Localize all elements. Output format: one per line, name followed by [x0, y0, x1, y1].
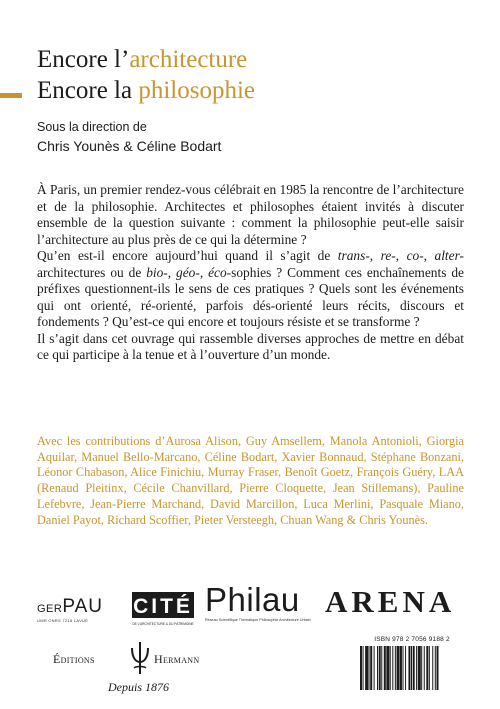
ger-logo-subtitle: UMR CNRS 7218 LAVUE: [37, 618, 89, 623]
ger-pau-logo: [37, 596, 103, 623]
barcode-bar: [397, 646, 400, 690]
barcode-bar: [365, 646, 368, 690]
publisher-name-right: Hermann: [154, 652, 200, 666]
barcode-bar: [400, 646, 402, 690]
editor-names: Chris Younès & Céline Bodart: [37, 138, 222, 154]
barcode-bar: [413, 646, 415, 690]
prefix-alter: alter-: [434, 248, 464, 263]
philau-logo: [205, 582, 311, 622]
philau-logo-subtitle: Réseau Scientifique Thématique Philosophie Architecture Urbain: [205, 618, 311, 622]
barcode-bar: [369, 646, 370, 690]
title-line-2-prefix: Encore la: [37, 77, 139, 104]
barcode-bar: [377, 646, 378, 690]
barcode-bar: [363, 646, 364, 690]
philau-logo-text: Philau: [205, 581, 300, 618]
barcode-bar: [408, 646, 410, 690]
isbn-text: ISBN 978 2 7056 9188 2: [374, 636, 450, 643]
blurb-text-span: ,: [423, 248, 435, 263]
hermann-emblem-icon: [128, 642, 152, 674]
barcode-bar: [384, 646, 386, 690]
blurb-text-span: ,: [369, 248, 381, 263]
barcode-bar: [418, 646, 421, 690]
contributors-list: Avec les contributions d’Aurosa Alison, Guy Amsellem, Manola Antonioli, Giorgia Aquilar, Manuel Bello-Marcano, Céline Bodart, Xavier Bonnaud, Stéphane Bonzani, Léonor Chabason, Alice Finichiu, Murray Fraser, Benoît Goetz, François Guéry, LAA (Renaud Pleitinx, Cécile Chanvillard, Pierre Cloquette, Jean Stillemans), Pauline Lefebvre, Jean-Pierre Marchand, David Marcillon, Luca Merlini, Pasquale Miano, Daniel Payot, Richard Scoffier, Pieter Versteegh, Chuan Wang & Chris Younès.: [37, 434, 464, 527]
cite-logo-subtitle: DE L’ARCHITECTURE & DU PATRIMOINE: [132, 622, 194, 626]
barcode-bar: [405, 646, 406, 690]
cite-logo-graphic: [132, 590, 194, 630]
barcode-bar: [435, 646, 436, 690]
prefix-geo: géo-: [176, 264, 200, 280]
barcode-bar: [374, 646, 375, 690]
barcode-bar: [421, 646, 422, 690]
barcode-bar: [403, 646, 404, 690]
partner-logos: [37, 582, 467, 632]
blurb-paragraph-1: À Paris, un premier rendez-vous célébrait en 1985 la rencontre de l’architecture et de la philosophie. Architectes et philosophes étaient invités à discuter ensemble de la question suivante : comment la philosophie peut-elle saisir l’architecture au plus près de ce qui la détermine ?: [37, 182, 464, 247]
barcode-icon: [358, 646, 466, 692]
title-line-1: [37, 44, 255, 75]
blurb-text-span: ,: [199, 264, 209, 280]
arena-logo: [325, 586, 455, 618]
book-title: [37, 44, 255, 106]
blurb-paragraph-3: Il s’agit dans cet ouvrage qui rassemble diverses approches de mettre en débat ce qui participe à la tenue et à l’ouverture d’un monde.: [37, 330, 464, 362]
direction-label: Sous la direction de: [37, 120, 147, 134]
prefix-bio: bio-: [146, 264, 168, 280]
barcode-bar: [392, 646, 393, 690]
arena-logo-text: ARENA: [325, 584, 456, 619]
barcode-bar: [429, 646, 430, 690]
prefix-eco: éco-: [208, 264, 232, 280]
publisher-logo: [40, 638, 210, 698]
barcode-bar: [424, 646, 425, 690]
barcode-bar: [426, 646, 428, 690]
blurb-text-span: ,: [395, 248, 407, 263]
blurb-text-span: ,: [167, 264, 177, 280]
barcode-bar: [379, 646, 381, 690]
publisher-name-left: Éditions: [53, 652, 95, 666]
barcode-bar: [432, 646, 433, 690]
barcode-bar: [386, 646, 389, 690]
blurb-text: [37, 182, 464, 364]
title-line-2-highlight: philosophie: [138, 77, 256, 104]
barcode-bar: [416, 646, 417, 690]
prefix-trans: trans-: [337, 248, 370, 263]
accent-bar: [0, 93, 22, 98]
barcode-bar: [411, 646, 412, 690]
barcode-bar: [381, 646, 382, 690]
barcode-bar: [390, 646, 391, 690]
blurb-paragraph-2: [37, 248, 464, 331]
blurb-text-span: sophies ? Comment ces enchaînements de préfixes questionnent-ils le sens de ces pratiques ? Quels sont les événements qui ont orienté, ré-orienté, parfois dés-orienté leurs récits, discours et fondements ? Qu’est-ce qui encore et toujours résiste et se transforme ?: [37, 264, 464, 329]
editors-block: [37, 118, 221, 156]
title-line-1-prefix: Encore l’: [37, 46, 130, 73]
pau-logo-text: PAU: [62, 596, 104, 617]
publisher-since: Depuis 1876: [108, 680, 169, 694]
prefix-re: re-: [380, 248, 396, 263]
barcode-bar: [395, 646, 396, 690]
title-line-1-highlight: architecture: [129, 46, 248, 73]
barcode-bar: [370, 646, 372, 690]
barcode-bar: [360, 646, 362, 690]
blurb-text-span: architectures ou de: [37, 264, 147, 280]
blurb-text-span: Qu’en est-il encore aujourd’hui quand il s’agit de: [37, 248, 338, 263]
prefix-co: co-: [406, 248, 424, 263]
ger-logo-text: GER: [37, 603, 63, 615]
title-line-2: [37, 75, 255, 106]
isbn-block: [356, 636, 468, 692]
cite-logo-text: CITÉ: [133, 595, 193, 618]
barcode-bar: [437, 646, 439, 690]
